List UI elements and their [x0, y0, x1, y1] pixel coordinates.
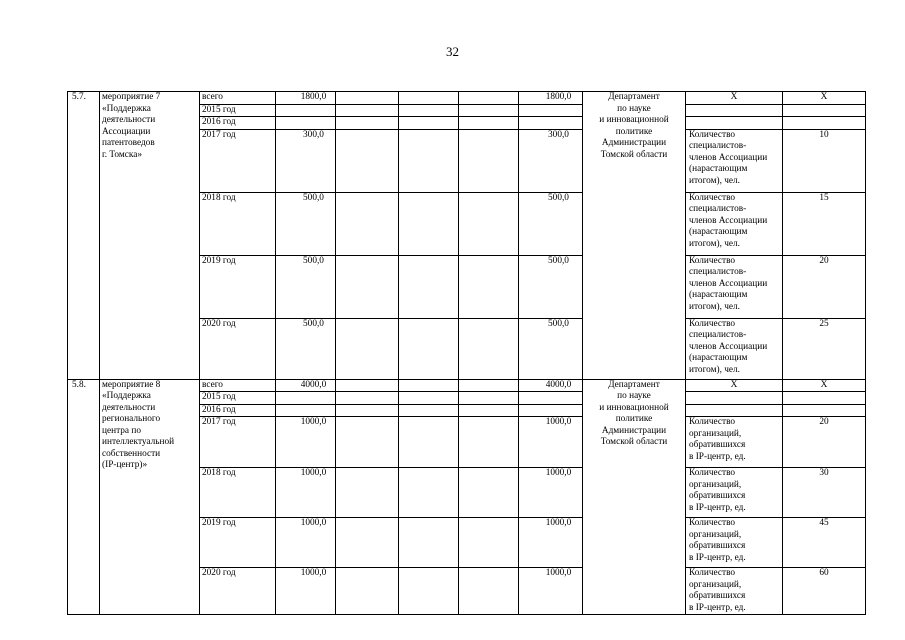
regional-amount: 1000,0 — [519, 468, 583, 518]
year-label: 2016 год — [200, 404, 276, 417]
table-row — [68, 92, 866, 105]
total-amount: 1000,0 — [276, 518, 336, 568]
year-label: 2020 год — [200, 568, 276, 615]
indicator: Количество организаций, обратившихся в IP-центр, ед. — [686, 417, 783, 468]
indicator: Количество специалистов- членов Ассоциации (нарастающим итогом), чел. — [686, 255, 783, 318]
year-label: 2015 год — [200, 392, 276, 405]
regional-amount: 300,0 — [519, 129, 583, 192]
year-label: 2019 год — [200, 518, 276, 568]
year-label: 2018 год — [200, 468, 276, 518]
indicator: Количество организаций, обратившихся в IP-центр, ед. — [686, 568, 783, 615]
regional-amount: 1800,0 — [519, 92, 583, 105]
indicator-value: 20 — [783, 417, 866, 468]
total-amount: 1000,0 — [276, 417, 336, 468]
year-label: 2015 год — [200, 104, 276, 117]
total-amount: 1800,0 — [276, 92, 336, 105]
regional-amount: 500,0 — [519, 318, 583, 379]
department: Департамент по науке и инновационной политике Администрации Томской области — [583, 92, 686, 380]
year-label: 2016 год — [200, 117, 276, 130]
regional-amount: 500,0 — [519, 192, 583, 255]
indicator: Х — [686, 92, 783, 105]
indicator-value: 20 — [783, 255, 866, 318]
item-number: 5.7. — [68, 92, 100, 380]
year-label: 2017 год — [200, 417, 276, 468]
total-amount: 1000,0 — [276, 468, 336, 518]
total-amount: 500,0 — [276, 192, 336, 255]
indicator-value: 30 — [783, 468, 866, 518]
total-amount: 500,0 — [276, 318, 336, 379]
total-amount: 300,0 — [276, 129, 336, 192]
indicator: Количество организаций, обратившихся в IP-центр, ед. — [686, 518, 783, 568]
year-label: 2020 год — [200, 318, 276, 379]
page-number: 32 — [446, 44, 459, 59]
indicator: Количество специалистов- членов Ассоциации (нарастающим итогом), чел. — [686, 192, 783, 255]
indicator-value: Х — [783, 379, 866, 392]
year-label: 2017 год — [200, 129, 276, 192]
indicator-value: Х — [783, 92, 866, 105]
regional-amount: 1000,0 — [519, 417, 583, 468]
department: Департамент по науке и инновационной политике Администрации Томской области — [583, 379, 686, 615]
total-amount: 500,0 — [276, 255, 336, 318]
item-name: мероприятие 8 «Поддержка деятельности регионального центра по интеллектуальной собственности (IP-центр)» — [100, 379, 200, 615]
regional-amount: 1000,0 — [519, 568, 583, 615]
regional-amount: 1000,0 — [519, 518, 583, 568]
indicator: Х — [686, 379, 783, 392]
year-label: 2019 год — [200, 255, 276, 318]
year-label: 2018 год — [200, 192, 276, 255]
indicator: Количество специалистов- членов Ассоциации (нарастающим итогом), чел. — [686, 318, 783, 379]
indicator-value: 60 — [783, 568, 866, 615]
indicator-value: 45 — [783, 518, 866, 568]
total-amount: 1000,0 — [276, 568, 336, 615]
indicator-value: 15 — [783, 192, 866, 255]
program-table — [67, 91, 866, 615]
table-row — [68, 379, 866, 392]
indicator: Количество специалистов- членов Ассоциации (нарастающим итогом), чел. — [686, 129, 783, 192]
regional-amount: 4000,0 — [519, 379, 583, 392]
regional-amount: 500,0 — [519, 255, 583, 318]
total-amount: 4000,0 — [276, 379, 336, 392]
indicator-value: 25 — [783, 318, 866, 379]
year-label: всего — [200, 379, 276, 392]
year-label: всего — [200, 92, 276, 105]
item-number: 5.8. — [68, 379, 100, 615]
indicator-value: 10 — [783, 129, 866, 192]
item-name: мероприятие 7 «Поддержка деятельности Ассоциации патентоведов г. Томска» — [100, 92, 200, 380]
indicator: Количество организаций, обратившихся в IP-центр, ед. — [686, 468, 783, 518]
